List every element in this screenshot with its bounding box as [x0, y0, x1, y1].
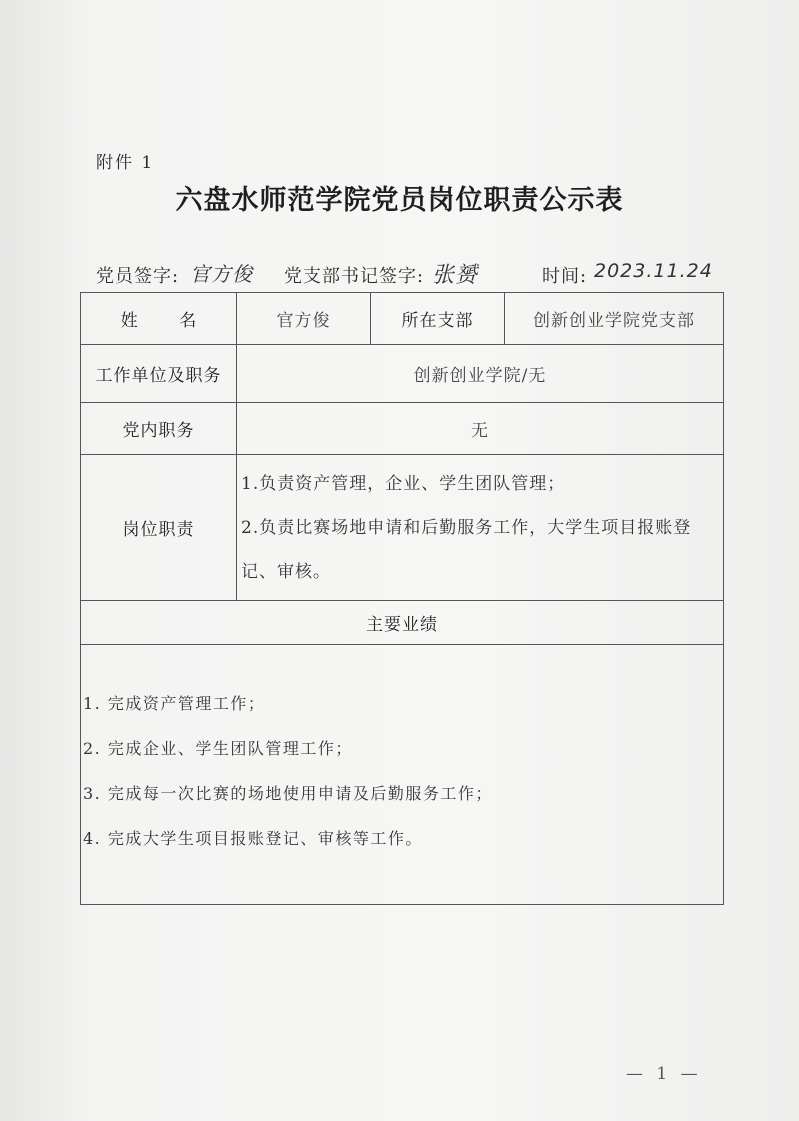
page-number: — 1 — — [626, 1064, 702, 1084]
duty-line: 记、审核。 — [241, 561, 331, 582]
time-label: 时间: — [542, 266, 588, 287]
party-post-label: 党内职务 — [81, 403, 237, 455]
name-value: 官方俊 — [237, 293, 371, 345]
duties-cell — [237, 455, 724, 601]
achievement-item: 1. 完成资产管理工作； — [83, 694, 266, 713]
achievement-item: 2. 完成企业、学生团队管理工作； — [83, 739, 353, 758]
achievement-item: 4. 完成大学生项目报账登记、审核等工作。 — [83, 829, 423, 848]
achievements-header-row — [81, 601, 724, 645]
name-label: 姓 名 — [81, 293, 237, 345]
time-value: 2023.11.24 — [594, 260, 713, 282]
achievement-item: 3. 完成每一次比赛的场地使用申请及后勤服务工作； — [83, 784, 493, 803]
duties-label: 岗位职责 — [81, 455, 237, 601]
duty-line: 1.负责资产管理，企业、学生团队管理； — [241, 473, 566, 494]
member-signature: 官方俊 — [190, 262, 253, 286]
member-signature-label: 党员签字: — [96, 266, 180, 287]
unit-row — [81, 345, 724, 403]
duty-table — [80, 292, 724, 905]
unit-value: 创新创业学院/无 — [237, 345, 724, 403]
secretary-signature: 张赟 — [432, 263, 479, 288]
unit-label: 工作单位及职务 — [81, 345, 237, 403]
achievements-label: 主要业绩 — [81, 601, 724, 645]
party-post-value: 无 — [237, 403, 724, 455]
party-post-row — [81, 403, 724, 455]
attachment-label: 附件 1 — [96, 153, 155, 173]
duties-row — [81, 455, 724, 601]
name-row — [81, 293, 724, 345]
secretary-signature-label: 党支部书记签字: — [284, 266, 425, 287]
achievements-row — [81, 645, 724, 905]
branch-label: 所在支部 — [371, 293, 505, 345]
duty-line: 2.负责比赛场地申请和后勤服务工作，大学生项目报账登 — [241, 517, 692, 538]
branch-value: 创新创业学院党支部 — [505, 293, 724, 345]
document-title: 六盘水师范学院党员岗位职责公示表 — [175, 185, 624, 216]
achievements-cell — [81, 645, 724, 905]
